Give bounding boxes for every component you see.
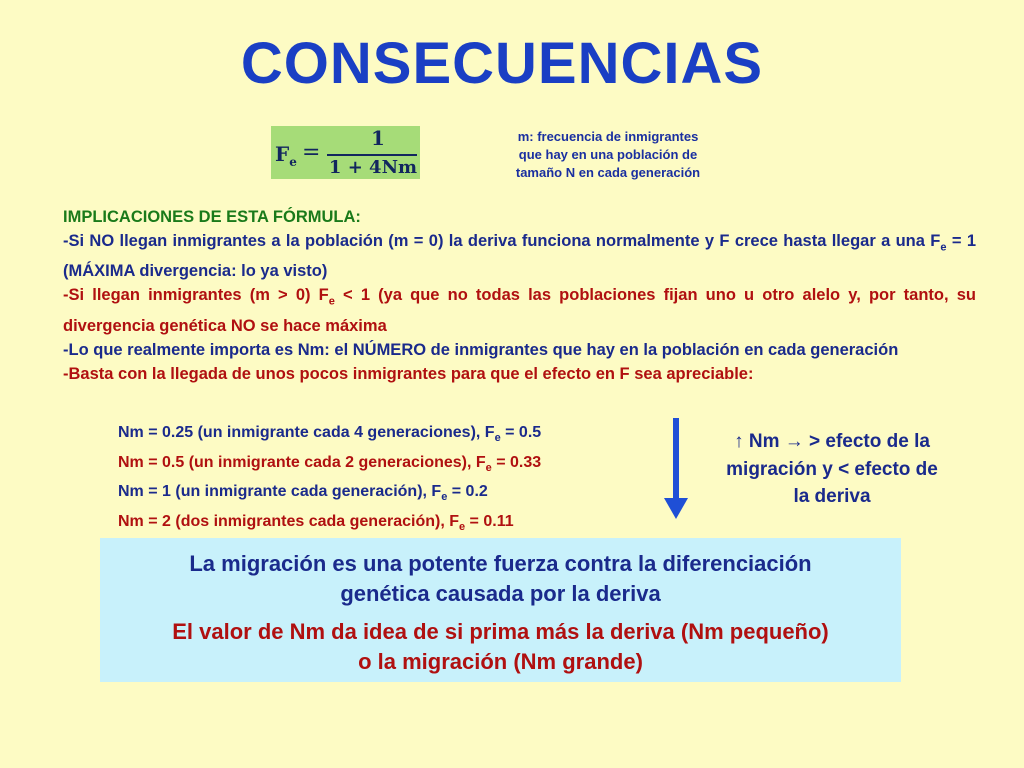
implication-few-immigrants: -Basta con la llegada de unos pocos inmigrantes para que el efecto en F sea apreciable: [63,364,754,383]
formula-box [271,126,420,179]
effect-line: la deriva [793,486,871,507]
m-note-line: que hay en una población de [518,147,698,162]
nm-example: Nm = 0.25 (un inmigrante cada 4 generaciones), $F_e = 0.5$ [118,424,542,445]
fraction-bar [327,154,417,156]
nm-example: Nm = 2 (dos inmigrantes cada generación), $F_e = 0.11$ [118,513,514,534]
slide-title: CONSECUENCIAS [240,31,764,96]
formula-equals: = [302,140,321,165]
formula-denominator: 1 + 4Nm [328,157,418,178]
implication-nm-matters: -Lo que realmente importa es Nm: el NÚMERO de inmigrantes que hay en la población en cada generación [63,340,899,359]
implications-heading: IMPLICACIONES DE ESTA FÓRMULA: [63,208,361,226]
formula-lhs: $F_e$ [275,142,297,169]
conclusion-line: o la migración (Nm grande) [358,649,643,674]
conclusion-line: genética causada por la deriva [340,581,661,606]
conclusion-nm-value [100,617,901,677]
conclusion-line: La migración es una potente fuerza contra la diferenciación [189,551,812,576]
conclusion-box [100,538,901,682]
implication-no-immigrants: -Si NO llegan inmigrantes a la población (m = 0) la deriva funciona normalmente y F crece hasta llegar a una $F_e = 1$ (MÁXIMA divergencia: lo ya visto) [63,232,976,281]
m-note-line: tamaño N en cada generación [515,165,701,180]
nm-example: Nm = 1 (un inmigrante cada generación), $F_e = 0.2$ [118,483,488,504]
effect-line: ↑ Nm → > efecto de la [734,431,930,452]
conclusion-migration-force [100,549,901,609]
m-note-line: m: frecuencia de inmigrantes [517,129,699,144]
nm-example: Nm = 0.5 (un inmigrante cada 2 generaciones), $F_e = 0.33$ [118,453,542,474]
implication-with-immigrants: -Si llegan inmigrantes (m > 0) $F_e < 1$ (ya que no todas las poblaciones fijan uno u otro alelo y, por tanto, su divergencia genética NO se hace máxima [63,286,976,335]
implications-text [63,205,976,386]
effect-note [698,428,966,511]
effect-line: migración y < efecto de [726,458,938,480]
nm-examples-list [118,421,541,540]
formula-numerator: 1 [371,126,385,150]
down-arrow-icon [663,418,689,520]
m-definition-note [488,128,728,182]
conclusion-line: El valor de Nm da idea de si prima más la deriva (Nm pequeño) [172,619,829,644]
